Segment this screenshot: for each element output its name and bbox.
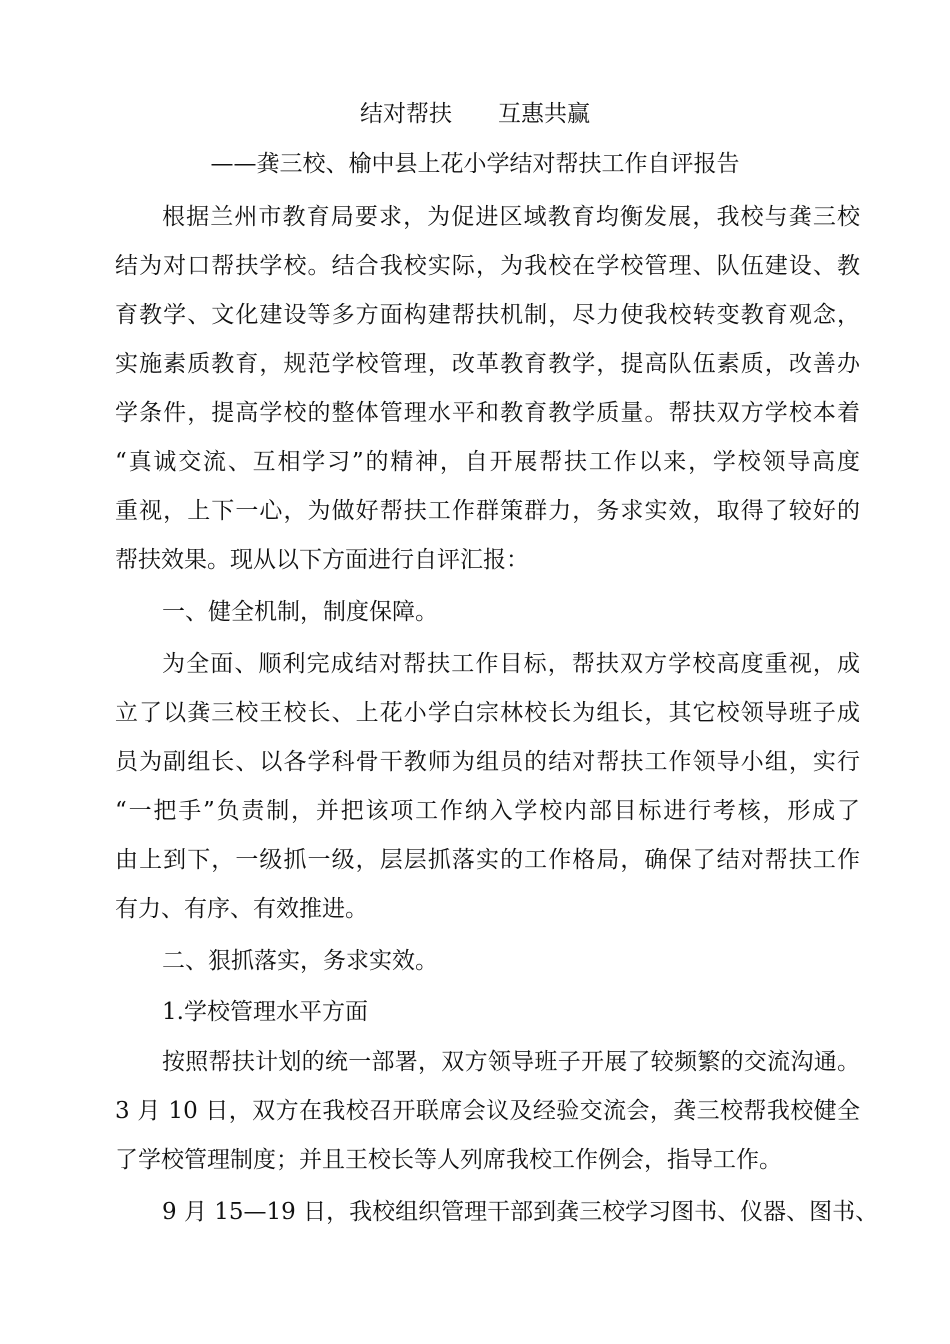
subsection-heading: 1.学校管理水平方面 bbox=[162, 999, 368, 1025]
body-line: 9 月 15—19 日，我校组织管理干部到龚三校学习图书、仪器、图书、 bbox=[162, 1199, 879, 1225]
body-line: 由上到下，一级抓一级，层层抓落实的工作格局，确保了结对帮扶工作 bbox=[115, 847, 860, 873]
body-line: 实施素质教育，规范学校管理，改革教育教学，提高队伍素质，改善办 bbox=[115, 351, 860, 377]
body-line: “一把手”负责制，并把该项工作纳入学校内部目标进行考核，形成了 bbox=[115, 798, 860, 824]
body-line: 根据兰州市教育局要求，为促进区域教育均衡发展，我校与龚三校 bbox=[162, 204, 860, 230]
body-line: 为全面、顺利完成结对帮扶工作目标，帮扶双方学校高度重视，成 bbox=[162, 651, 860, 677]
section-heading: 二、狠抓落实，务求实效。 bbox=[162, 948, 438, 974]
body-line: 重视，上下一心，为做好帮扶工作群策群力，务求实效，取得了较好的 bbox=[115, 498, 860, 524]
body-line: 了学校管理制度；并且王校长等人列席我校工作例会，指导工作。 bbox=[115, 1147, 782, 1173]
body-line: 学条件，提高学校的整体管理水平和教育教学质量。帮扶双方学校本着 bbox=[115, 400, 860, 426]
body-line: 结为对口帮扶学校。结合我校实际，为我校在学校管理、队伍建设、教 bbox=[115, 253, 860, 279]
body-line: 有力、有序、有效推进。 bbox=[115, 896, 368, 922]
body-line: 立了以龚三校王校长、上花小学白宗林校长为组长，其它校领导班子成 bbox=[115, 700, 860, 726]
body-line: 育教学、文化建设等多方面构建帮扶机制，尽力使我校转变教育观念， bbox=[115, 302, 860, 328]
section-heading: 一、健全机制，制度保障。 bbox=[162, 599, 438, 625]
body-line: 帮扶效果。现从以下方面进行自评汇报： bbox=[115, 547, 529, 573]
body-line: 员为副组长、以各学科骨干教师为组员的结对帮扶工作领导小组，实行 bbox=[115, 749, 860, 775]
body-line: “真诚交流、互相学习”的精神，自开展帮扶工作以来，学校领导高度 bbox=[115, 449, 860, 475]
document-subtitle: ——龚三校、榆中县上花小学结对帮扶工作自评报告 bbox=[210, 151, 740, 177]
document-title: 结对帮扶 互惠共赢 bbox=[360, 101, 590, 127]
body-line: 按照帮扶计划的统一部署，双方领导班子开展了较频繁的交流沟通。 bbox=[162, 1049, 860, 1075]
body-line: 3 月 10 日，双方在我校召开联席会议及经验交流会，龚三校帮我校健全 bbox=[115, 1098, 860, 1124]
